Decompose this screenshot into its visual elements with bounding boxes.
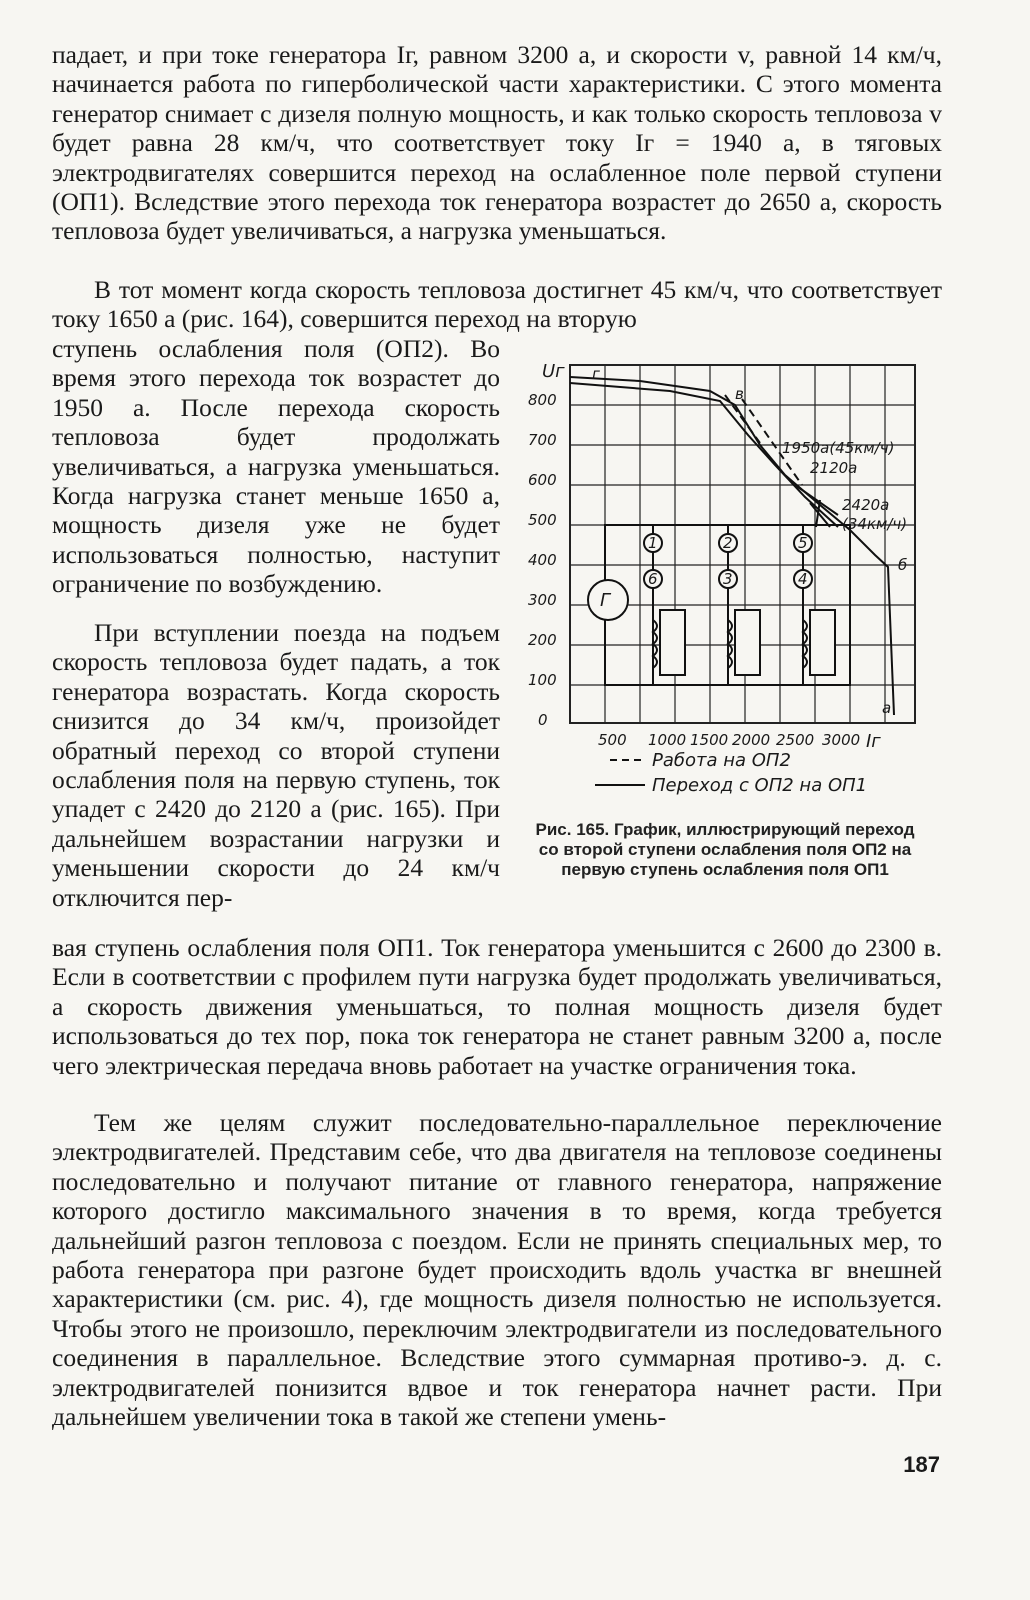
y-axis-label: Uг [542,361,565,382]
y-tick-200: 200 [528,631,557,649]
contactor-label-5: 5 [798,534,808,552]
y-tick-700: 700 [528,431,557,449]
contactor-label-3: 3 [723,570,733,588]
y-tick-800: 800 [528,391,557,409]
paragraph-3-left-column: При вступлении поезда на подъем скорость тепловоза будет падать, а ток генератора возрастать. Когда скорость снизится до 34 км/ч, произойдет обратный переход со второй ступени ослабления поля на первую ступень, ток упадет с 2420 до 2120 а (рис. 165). При дальнейшем возрастании нагрузки и уменьшении скорости до 24 км/ч отключится пер- [52,618,500,912]
paragraph-4: Тем же целям служит последовательно-параллельное переключение электродвигателей. Представим себе, что два двигателя на тепловозе соединены последовательно и получают питание от главного генератора, напряжение которого достигло максимального значения в то время, когда требуется дальнейший разгон тепловоза с поездом. Если не принять специальных мер, то работа генератора при разгоне будет происходить вдоль участка вг внешней характеристики (см. рис. 4), где мощность дизеля полностью не используется. Чтобы этого не произошло, переключим электродвигатели из последовательного соединения в параллельное. Вследствие этого суммарная противо-э. д. с. электродвигателей понизится вдвое и ток генератора начнет расти. При дальнейшем увеличении тока в такой же степени умень- [52,1108,942,1432]
page-number: 187 [903,1452,940,1477]
contactor-label-2: 2 [723,534,733,552]
annotation-1950: 1950а(45км/ч) [782,439,895,457]
figure-165 [520,355,950,795]
y-tick-300: 300 [528,591,557,609]
paragraph-3-continued: вая ступень ослабления поля ОП1. Ток генератора уменьшится с 2600 до 2300 в. Если в соответствии с профилем пути нагрузка будет продолжать увеличиваться, а скорость движения уменьшаться, то полная мощность дизеля будет использоваться до тех пор, пока ток генератора не станет равным 3200 а, после чего электрическая передача вновь работает на участке ограничения тока. [52,933,942,1080]
x-tick-500: 500 [598,731,627,749]
y-tick-500: 500 [528,511,557,529]
paragraph-1: падает, и при токе генератора Iг, равном 3200 а, и скорости v, равной 14 км/ч, начинается работа по гиперболической части характеристики. С этого момента генератор снимает с дизеля полную мощность, и как только скорость тепловоза v будет равна 28 км/ч, что соответствует току Iг = 1940 а, в тяговых электродвигателях совершится переход на ослабленное поле первой ступени (ОП1). Вследствие этого перехода ток генератора возрастет до 2650 а, скорость тепловоза будет увеличиваться, а нагрузка уменьшаться. [52,40,942,246]
legend-solid-label: Переход с ОП2 на ОП1 [652,775,868,795]
figure-graphic [520,355,950,795]
x-tick-2500: 2500 [776,731,815,749]
x-tick-1000: 1000 [648,731,687,749]
contactor-label-6: 6 [648,570,658,588]
paragraph-2-top: В тот момент когда скорость тепловоза достигнет 45 км/ч, что соответствует току 1650 а (рис. 164), совершится переход на вторую [52,275,942,333]
contactor-label-1: 1 [648,534,658,552]
legend-dashed-label: Работа на ОП2 [652,750,791,771]
label-b: б [898,556,908,574]
x-tick-1500: 1500 [690,731,729,749]
x-tick-2000: 2000 [732,731,771,749]
y-tick-100: 100 [528,671,557,689]
annotation-34: (34км/ч) [842,515,908,533]
annotation-2420: 2420а [842,496,890,514]
label-v: в [735,385,744,403]
annotation-2120: 2120а [810,459,858,477]
y-tick-0: 0 [538,711,548,729]
y-tick-400: 400 [528,551,557,569]
label-a: а [882,699,892,717]
contactor-label-4: 4 [798,570,808,588]
legend-lines [595,760,645,785]
paragraph-2-left-column: ступень ослабления поля (ОП2). Во время этого перехода ток возрастет до 1950 а. После перехода скорость тепловоза будет продолжать увеличиваться, а нагрузка уменьшаться. Когда нагрузка станет меньше 1650 а, мощность дизеля уже не будет использоваться полностью, наступит ограничение по возбуждению. [52,334,500,599]
label-g: г [592,365,600,383]
figure-caption: Рис. 165. График, иллюстрирующий переход со второй ступени ослабления поля ОП2 на первую ступень ослабления поля ОП1 [535,820,915,879]
generator-label: Г [600,590,611,611]
y-tick-600: 600 [528,471,557,489]
x-axis-label: Iг [866,731,881,752]
x-tick-3000: 3000 [822,731,861,749]
